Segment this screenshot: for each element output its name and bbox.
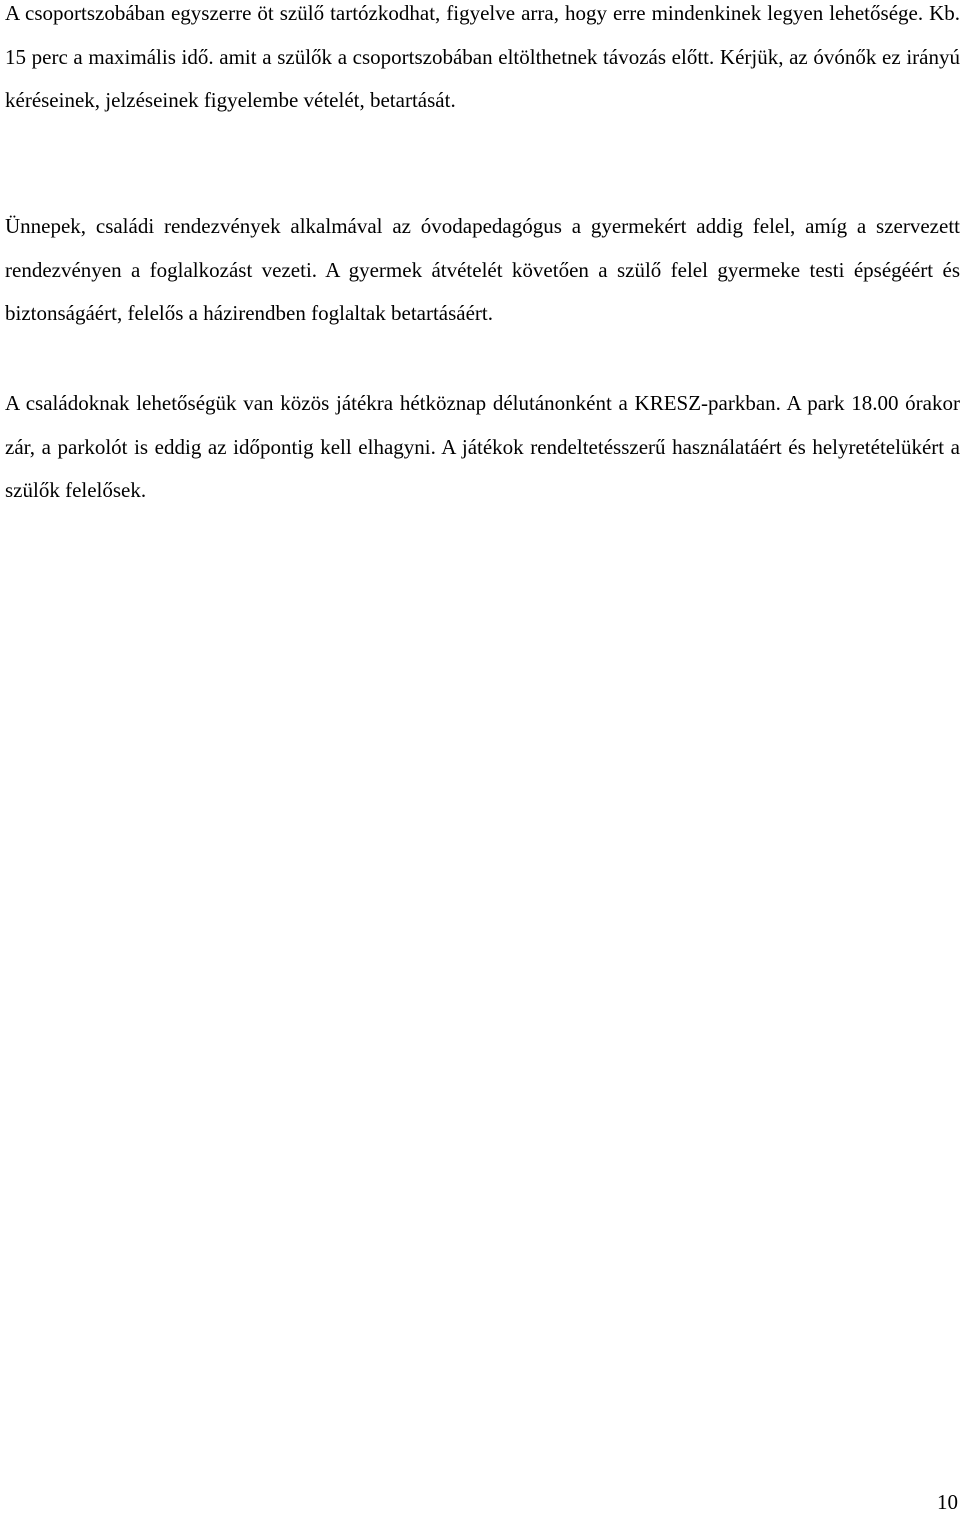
paragraph-parent-visits: A csoportszobában egyszerre öt szülő tartózkodhat, figyelve arra, hogy erre mindenkinek legyen lehetősége. Kb. 15 perc a maximális idő. amit a szülők a csoportszobában eltölthetnek távozás előtt. Kérjük, az óvónők ez irányú kéréseinek, jelzéseinek figyelembe vételét, betartását. <box>5 1 960 112</box>
paragraph-kresz-park: A családoknak lehetőségük van közös játékra hétköznap délutánonként a KRESZ-parkban. A park 18.00 órakor zár, a parkolót is eddig az időpontig kell elhagyni. A játékok rendeltetésszerű használatáért és helyretételükért a szülők felelősek. <box>5 391 960 502</box>
page-number: 10 <box>937 1490 958 1514</box>
paragraph-events-responsibility: Ünnepek, családi rendezvények alkalmával az óvodapedagógus a gyermekért addig felel, amíg a szervezett rendezvényen a foglalkozást vezeti. A gyermek átvételét követően a szülő felel gyermeke testi épségéért és biztonságáért, felelős a házirendben foglaltak betartásáért. <box>5 214 960 325</box>
